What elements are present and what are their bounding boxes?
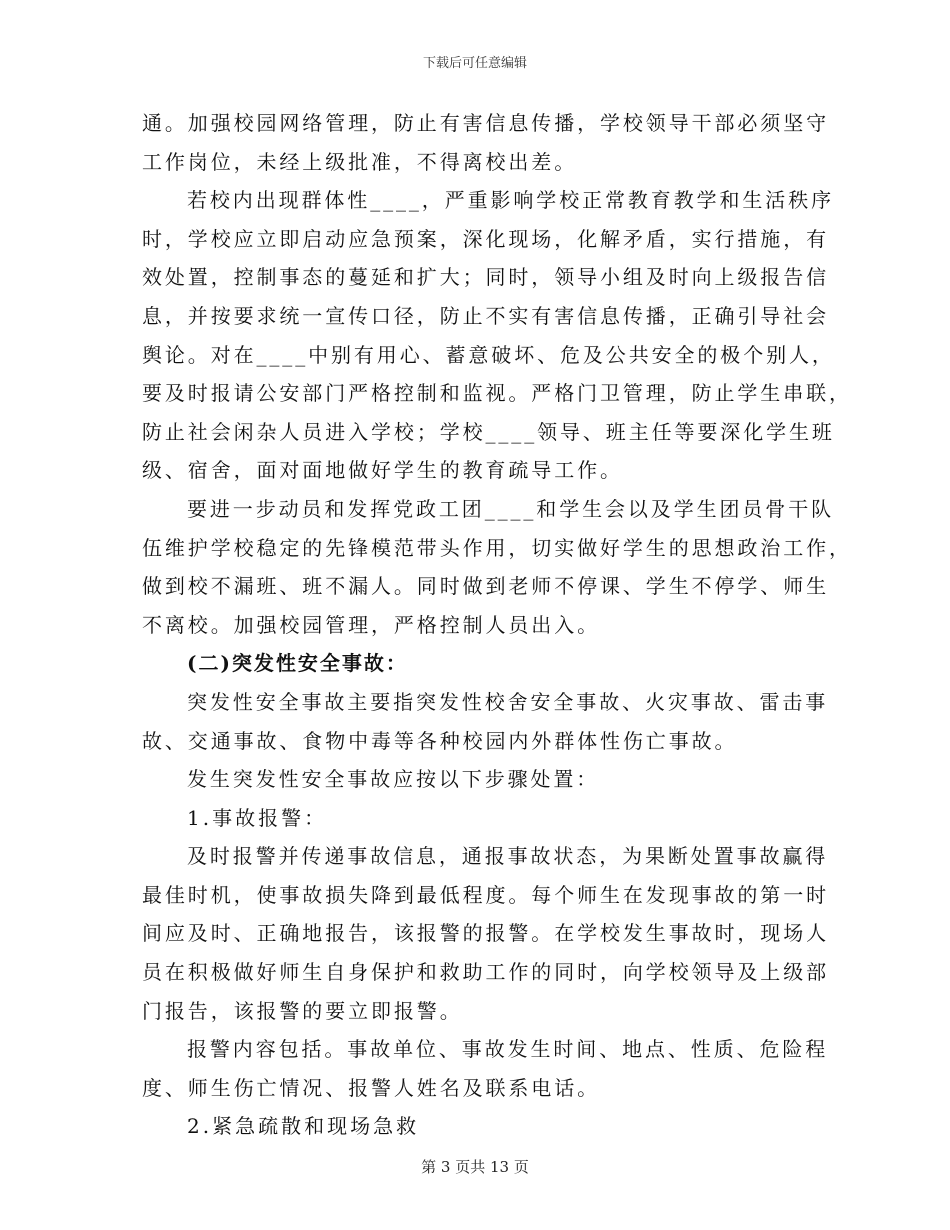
text-line: 时，学校应立即启动应急预案，深化现场，化解矛盾，实行措施，有 bbox=[142, 226, 829, 251]
text-line: 伍维护学校稳定的先锋模范带头作用，切实做好学生的思想政治工作， bbox=[142, 535, 852, 560]
text-line: 做到校不漏班、班不漏人。同时做到老师不停课、学生不停学、师生 bbox=[142, 574, 829, 599]
paragraph-start-line: 要进一步动员和发挥党政工团____和学生会以及学生团员骨干队 bbox=[187, 496, 834, 521]
text-line: 要及时报请公安部门严格控制和监视。严格门卫管理，防止学生串联， bbox=[142, 381, 852, 406]
text-line: 舆论。对在____中别有用心、蓄意破坏、危及公共安全的极个别人， bbox=[142, 342, 835, 367]
text-line: 级、宿舍，面对面地做好学生的教育疏导工作。 bbox=[142, 458, 623, 483]
text-line: 效处置，控制事态的蔓延和扩大；同时，领导小组及时向上级报告信 bbox=[142, 265, 829, 290]
text-line: 工作岗位，未经上级批准，不得离校出差。 bbox=[142, 149, 578, 174]
text-line: 最佳时机，使事故损失降到最低程度。每个师生在发现事故的第一时 bbox=[142, 882, 829, 907]
text-line: 门报告，该报警的要立即报警。 bbox=[142, 998, 463, 1023]
text-line: 息，并按要求统一宣传口径，防止不实有害信息传播，正确引导社会 bbox=[142, 303, 829, 328]
text-line: 故、交通事故、食物中毒等各种校园内外群体性伤亡事故。 bbox=[142, 728, 738, 753]
paragraph-start-line: 突发性安全事故主要指突发性校舍安全事故、火灾事故、雷击事 bbox=[187, 689, 829, 714]
paragraph-start-line: 及时报警并传递事故信息，通报事故状态，为果断处置事故赢得 bbox=[187, 844, 829, 869]
page-number-footer: 第 3 页共 13 页 bbox=[421, 1158, 529, 1176]
text-line: 通。加强校园网络管理，防止有害信息传播，学校领导干部必须坚守 bbox=[142, 111, 829, 135]
text-line: 不离校。加强校园管理，严格控制人员出入。 bbox=[142, 612, 600, 637]
numbered-subheading: 1.事故报警： bbox=[187, 805, 328, 830]
document-body bbox=[142, 104, 852, 1146]
page-header-note: 下载后可任意编辑 bbox=[422, 56, 527, 71]
paragraph-start-line: 发生突发性安全事故应按以下步骤处置： bbox=[187, 767, 600, 792]
text-line: 间应及时、正确地报告，该报警的报警。在学校发生事故时，现场人 bbox=[142, 921, 829, 946]
numbered-subheading: 2.紧急疏散和现场急救 bbox=[187, 1114, 420, 1139]
text-line: 防止社会闲杂人员进入学校；学校____领导、班主任等要深化学生班 bbox=[142, 419, 835, 444]
section-heading: (二)突发性安全事故： bbox=[187, 651, 408, 676]
paragraph-start-line: 报警内容包括。事故单位、事故发生时间、地点、性质、危险程 bbox=[187, 1037, 829, 1062]
text-line: 度、师生伤亡情况、报警人姓名及联系电话。 bbox=[142, 1075, 600, 1100]
paragraph-start-line: 若校内出现群体性____，严重影响学校正常教育教学和生活秩序 bbox=[187, 188, 834, 213]
text-line: 员在积极做好师生自身保护和救助工作的同时，向学校领导及上级部 bbox=[142, 960, 829, 985]
